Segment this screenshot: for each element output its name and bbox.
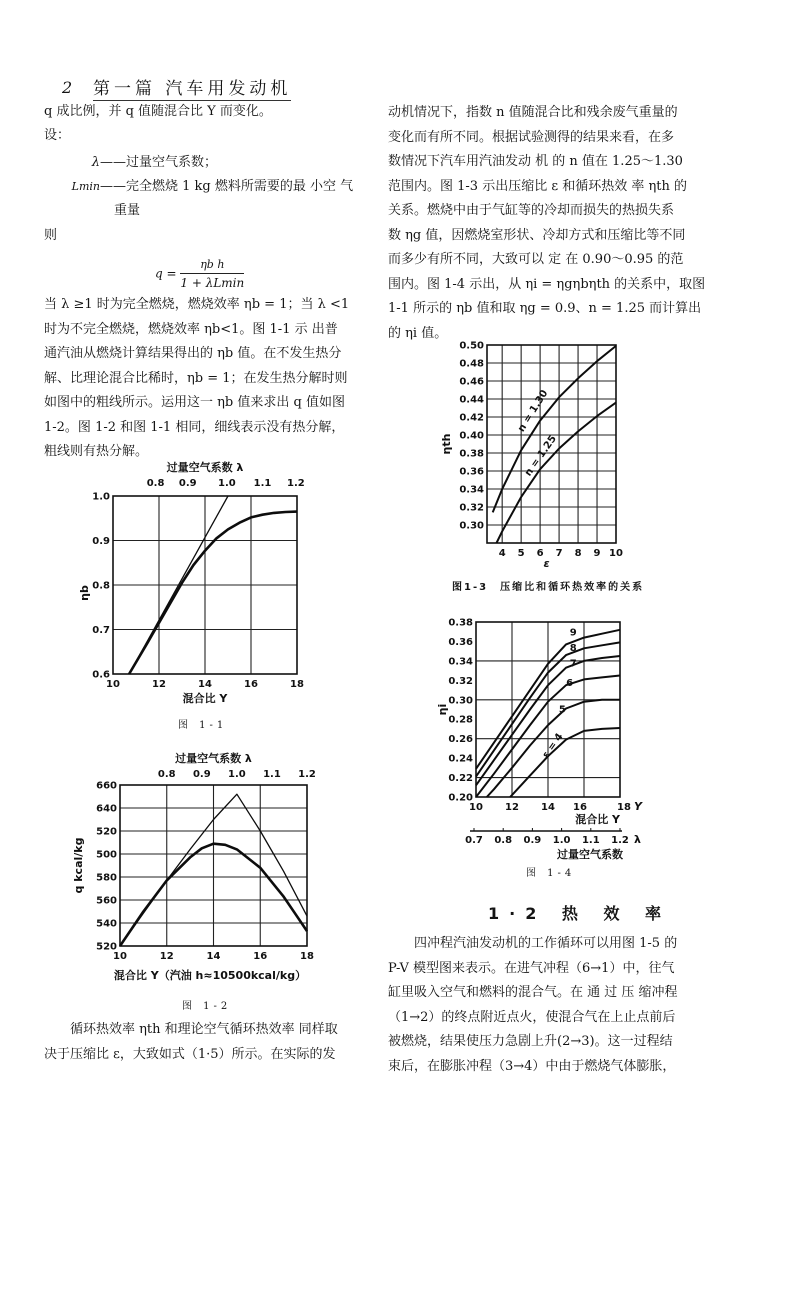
series-label: ε = 4 <box>540 731 566 761</box>
text-line: 如图中的粗线所示。运用这一 ηb 值来求出 q 值如图 <box>44 395 345 410</box>
y-tick-label: 0.20 <box>448 792 473 804</box>
x-tick-label: 16 <box>244 679 258 690</box>
figure-1-3-caption: 图1-3 压缩比和循环热效率的关系 <box>452 582 645 593</box>
y-tick-label: 0.24 <box>448 753 473 765</box>
formula-numerator: ηb h <box>180 258 244 274</box>
top-tick-label: 0.8 <box>157 769 176 780</box>
figure-1-2-caption: 图 1-2 <box>182 1001 232 1012</box>
x-axis-title: 混合比 Y <box>575 813 620 826</box>
y-tick-label: 0.40 <box>459 430 484 442</box>
x-tick-label: 8 <box>574 548 582 559</box>
lambda-symbol: λ <box>634 833 641 846</box>
y-tick-label: 0.44 <box>459 394 484 406</box>
x-tick-label: 18 <box>290 679 304 690</box>
x-tick-label: 14 <box>541 802 555 813</box>
y-tick-label: 1.0 <box>92 491 110 503</box>
y-tick-label: 500 <box>96 849 117 861</box>
lambda-tick-label: 0.9 <box>523 835 542 846</box>
series-label: 7 <box>569 658 577 670</box>
text-line: 数情况下汽车用汽油发动 机 的 n 值在 1.25～1.30 <box>388 154 683 169</box>
text-line: 缸里吸入空气和燃料的混合气。在 通 过 压 缩冲程 <box>388 985 678 1000</box>
y-tick-label: 560 <box>96 895 117 907</box>
x-tick-label: 4 <box>498 548 506 559</box>
text-line: 粗线则有热分解。 <box>44 444 149 459</box>
y-tick-label: 0.42 <box>459 412 484 424</box>
top-tick-label: 0.9 <box>178 478 197 489</box>
text-line: 被燃烧，结果使压力急剧上升(2→3)。这一过程结 <box>388 1034 673 1049</box>
x-axis-symbol: Y <box>634 800 642 813</box>
figure-1-1 <box>60 460 330 715</box>
series-label: 8 <box>569 643 577 655</box>
lambda-tick-label: 0.8 <box>494 835 513 846</box>
y-axis-title: q kcal/kg <box>72 837 85 894</box>
text-line: 的 ηi 值。 <box>388 325 448 341</box>
chapter-title: 第一篇 汽车用发动机 <box>93 74 291 101</box>
text-line: 关系。燃烧中由于气缸等的冷却而损失的热损失系 <box>388 203 675 218</box>
top-tick-label: 1.0 <box>228 769 246 780</box>
figure-1-3 <box>440 335 640 575</box>
y-tick-label: 0.34 <box>459 484 484 496</box>
text-line: 时为不完全燃烧，燃烧效率 ηb<1。图 1-1 示 出普 <box>44 321 338 337</box>
figure-1-1-caption: 图 1-1 <box>178 720 228 731</box>
lambda-tick-label: 1.2 <box>611 835 629 846</box>
top-tick-label: 1.1 <box>263 769 281 780</box>
top-tick-label: 1.1 <box>253 478 272 489</box>
top-tick-label: 1.2 <box>286 478 305 489</box>
x-tick-label: 10 <box>113 951 127 962</box>
y-tick-label: 0.26 <box>448 734 473 746</box>
y-tick-label: 0.22 <box>448 773 473 785</box>
formula <box>155 258 244 290</box>
x-tick-label: 16 <box>253 951 268 962</box>
lambda-tick-label: 1.1 <box>581 835 600 846</box>
text-line: 当 λ ≥1 时为完全燃烧，燃烧效率 ηb = 1；当 λ <1 <box>44 297 350 312</box>
x-tick-label: 10 <box>469 802 483 813</box>
y-tick-label: 0.36 <box>448 636 473 648</box>
figure-1-4 <box>436 610 680 861</box>
lambda-axis-title: 过量空气系数 <box>557 848 623 861</box>
y-tick-label: 580 <box>96 872 117 884</box>
text-line: 束后，在膨胀冲程（3→4）中由于燃烧气体膨胀， <box>388 1058 676 1074</box>
top-tick-label: 1.2 <box>298 769 316 780</box>
definition-item: 重量 <box>114 203 141 218</box>
y-axis-title: ηi <box>436 703 449 716</box>
lambda-tick-label: 1.0 <box>552 835 571 846</box>
y-tick-label: 540 <box>96 918 117 930</box>
definition-item: λ——过量空气系数； <box>91 155 218 170</box>
text-line: 变化而有所不同。根据试验测得的结果来看，在多 <box>388 129 675 145</box>
series-label: 6 <box>566 678 574 690</box>
x-axis-title: 混合比 Y <box>182 692 228 705</box>
text-line: 范围内。图 1-3 示出压缩比 ε 和循环热效 率 ηth 的 <box>388 178 687 194</box>
x-tick-label: 18 <box>617 802 631 813</box>
y-tick-label: 0.36 <box>459 466 484 478</box>
top-axis-title: 过量空气系数 λ <box>166 461 244 474</box>
text-line: 数 ηg 值，因燃烧室形状、冷却方式和压缩比等不同 <box>388 227 686 243</box>
text-line: 通汽油从燃烧计算结果得出的 ηb 值。在不发生热分 <box>44 346 342 361</box>
text-line: 1-2。图 1-2 和图 1-1 相同，细线表示没有热分解， <box>44 419 345 435</box>
y-tick-label: 640 <box>96 803 117 815</box>
text-line: 决于压缩比 ε，大致如式（1·5）所示。在实际的发 <box>44 1046 336 1062</box>
y-tick-label: 0.6 <box>92 669 110 681</box>
y-tick-label: 520 <box>96 941 117 953</box>
y-tick-label: 0.38 <box>459 448 484 460</box>
series-label: 5 <box>558 704 566 716</box>
text-line: 解、比理论混合比稀时，ηb = 1；在发生热分解时则 <box>44 370 348 386</box>
y-tick-label: 0.9 <box>92 536 110 547</box>
y-tick-label: 0.34 <box>448 656 473 668</box>
y-axis-title: ηb <box>78 585 91 601</box>
y-tick-label: 0.50 <box>459 340 484 352</box>
y-tick-label: 0.7 <box>92 625 110 636</box>
text-line: （1→2）的终点附近点火，使混合气在上止点前后 <box>388 1009 676 1025</box>
intro-line: q 成比例，并 q 值随混合比 Y 而变化。 <box>44 104 272 119</box>
y-tick-label: 0.28 <box>448 714 473 726</box>
x-axis-title: 混合比 Y（汽油 h≈10500kcal/kg） <box>113 969 307 982</box>
y-tick-label: 0.48 <box>459 358 484 370</box>
series-label: 9 <box>569 627 577 639</box>
section-title: 1·2 热 效 率 <box>488 904 672 923</box>
y-tick-label: 0.30 <box>459 520 484 532</box>
page-number: 2 <box>62 78 73 97</box>
series-line <box>129 512 297 674</box>
formula-lhs: q = <box>155 266 177 281</box>
x-tick-label: 14 <box>198 679 212 690</box>
top-tick-label: 0.8 <box>146 478 165 489</box>
x-tick-label: 16 <box>573 802 587 813</box>
x-tick-label: 9 <box>593 548 601 559</box>
y-axis-title: ηth <box>440 433 453 455</box>
y-tick-label: 0.32 <box>459 502 484 514</box>
figure-1-2 <box>60 750 350 990</box>
text-line: 循环热效率 ηth 和理论空气循环热效率 同样取 <box>70 1022 338 1037</box>
x-tick-label: 12 <box>152 679 166 690</box>
y-tick-label: 520 <box>96 826 117 838</box>
y-tick-label: 0.38 <box>448 617 473 629</box>
text-line: 四冲程汽油发动机的工作循环可以用图 1-5 的 <box>414 936 678 951</box>
text-line: 围内。图 1-4 示出，从 ηi = ηgηbηth 的关系中，取图 <box>388 276 706 292</box>
series-label: n = 1.25 <box>522 433 559 479</box>
y-tick-label: 0.32 <box>448 675 473 687</box>
formula-fraction <box>180 258 244 290</box>
x-tick-label: 14 <box>206 951 221 962</box>
set-label: 设： <box>44 128 71 143</box>
x-tick-label: 10 <box>609 548 623 559</box>
then-label: 则 <box>44 228 58 243</box>
paragraph-four-stroke <box>388 932 678 1079</box>
x-tick-label: 6 <box>536 548 544 559</box>
definitions-list <box>60 151 353 223</box>
text-line: 1-1 所示的 ηb 值和取 ηg = 0.9、n = 1.25 而计算出 <box>388 301 702 316</box>
paragraph-index-n <box>388 101 705 346</box>
definition-item: Lmin——完全燃烧 1 kg 燃料所需要的最 小空 气 <box>71 179 354 194</box>
top-tick-label: 0.9 <box>192 769 211 780</box>
series-line <box>497 403 617 543</box>
text-line: 而多少有所不同，大致可以 定 在 0.90～0.95 的范 <box>388 252 684 267</box>
text-line: 动机情况下，指数 n 值随混合比和残余废气重量的 <box>388 105 678 120</box>
series-label: n = 1.30 <box>516 388 551 435</box>
x-tick-label: 7 <box>555 548 563 559</box>
x-tick-label: 12 <box>505 802 519 813</box>
y-tick-label: 660 <box>96 780 117 792</box>
x-tick-label: 12 <box>159 951 174 962</box>
y-tick-label: 0.46 <box>459 376 484 388</box>
lambda-tick-label: 0.7 <box>465 835 483 846</box>
x-tick-label: 5 <box>517 548 525 559</box>
x-axis-title: ε <box>543 557 550 570</box>
paragraph-combustion <box>44 293 349 465</box>
formula-denominator: 1 + λLmin <box>180 276 245 290</box>
y-tick-label: 0.8 <box>92 580 110 592</box>
figure-1-4-caption: 图 1-4 <box>526 868 576 879</box>
top-axis-title: 过量空气系数 λ <box>175 752 252 765</box>
top-tick-label: 1.0 <box>217 478 236 489</box>
paragraph-cycle-efficiency <box>44 1018 338 1067</box>
text-line: P-V 模型图来表示。在进气冲程（6→1）中，往气 <box>388 960 675 976</box>
y-tick-label: 0.30 <box>448 695 473 707</box>
x-tick-label: 10 <box>106 679 120 690</box>
x-tick-label: 18 <box>300 951 314 962</box>
